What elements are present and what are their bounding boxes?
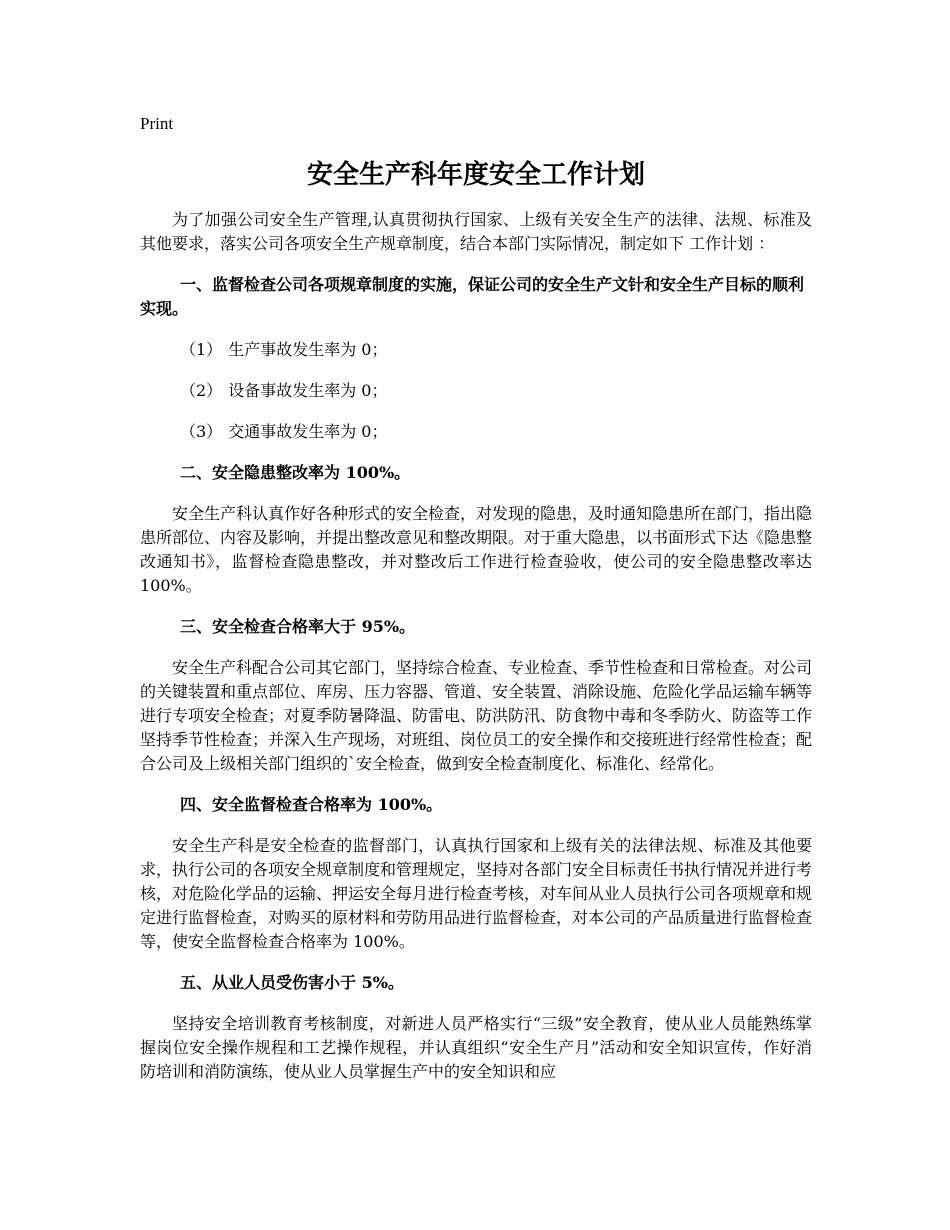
section-heading-3: 三、安全检查合格率大于 95%。 (180, 617, 416, 636)
print-label[interactable]: Print (140, 114, 174, 133)
item-text: 生产事故发生率为 0； (228, 340, 388, 359)
item-number: （3） (180, 422, 223, 441)
section-heading-1: 一、监督检查公司各项规章制度的实施，保证公司的安全生产文针和安全生产目标的顺利实现。 (140, 275, 805, 318)
section-body-3: 安全生产科配合公司其它部门，坚持综合检查、专业检查、季节性检查和日常检查。对公司的关键装置和重点部位、库房、压力容器、管道、安全装置、消除设施、危险化学品运输车辆等进行专项安全检查；对夏季防暑降温、防雷电、防洪防汛、防食物中毒和冬季防火、防盗等工作坚持季节性检查；并深入生产现场，对班组、岗位员工的安全操作和交接班进行经常性检查；配合公司及上级相关部门组织的`安全检查，做到安全检查制度化、标准化、经常化。 (140, 658, 813, 773)
section-body-2: 安全生产科认真作好各种形式的安全检查，对发现的隐患，及时通知隐患所在部门，指出隐患所部位、内容及影响，并提出整改意见和整改期限。对于重大隐患，以书面形式下达《隐患整改通知书》，监督检查隐患整改，并对整改后工作进行检查验收，使公司的安全隐患整改率达 100%。 (140, 504, 813, 595)
section-heading-2: 二、安全隐患整改率为 100%。 (180, 463, 411, 482)
list-item (140, 338, 812, 362)
item-text: 交通事故发生率为 0； (228, 422, 388, 441)
item-text: 设备事故发生率为 0； (228, 381, 388, 400)
section-heading-4: 四、安全监督检查合格率为 100%。 (180, 795, 443, 814)
intro-paragraph: 为了加强公司安全生产管理,认真贯彻执行国家、上级有关安全生产的法律、法规、标准及其他要求，落实公司各项安全生产规章制度，结合本部门实际情况，制定如下 工作计划 ： (140, 210, 812, 253)
list-item (140, 420, 812, 444)
item-number: （1） (180, 340, 223, 359)
document-page (140, 112, 812, 1101)
document-title: 安全生产科年度安全工作计划 (306, 160, 645, 190)
section-heading-5: 五、从业人员受伤害小于 5%。 (180, 973, 404, 992)
section-body-5: 坚持安全培训教育考核制度，对新进人员严格实行“三级”安全教育，使从业人员能熟练掌握岗位安全操作规程和工艺操作规程，并认真组织“安全生产月”活动和安全知识宣传，作好消防培训和消防演练，使从业人员掌握生产中的安全知识和应 (140, 1014, 812, 1081)
list-item (140, 379, 812, 403)
item-number: （2） (180, 381, 223, 400)
section-body-4: 安全生产科是安全检查的监督部门，认真执行国家和上级有关的法律法规、标准及其他要求，执行公司的各项安全规章制度和管理规定，坚持对各部门安全目标责任书执行情况并进行考核，对危险化学品的运输、押运安全每月进行检查考核，对车间从业人员执行公司各项规章和规定进行监督检查，对购买的原材料和劳防用品进行监督检查，对本公司的产品质量进行监督检查等，使安全监督检查合格率为 100%。 (140, 836, 813, 951)
